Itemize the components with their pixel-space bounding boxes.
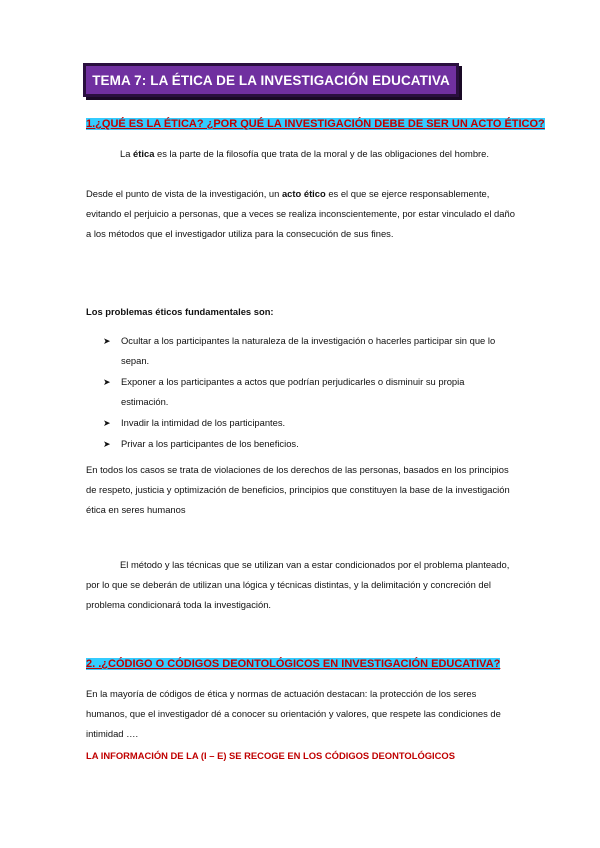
bold-term-acto-etico: acto ético <box>281 188 326 199</box>
page-title: TEMA 7: LA ÉTICA DE LA INVESTIGACIÓN EDUCATIVA <box>92 72 450 88</box>
list-item-text: Ocultar a los participantes la naturaleza de la investigación o hacerles participar sin que lo sepan. <box>121 335 496 366</box>
problems-title: Los problemas éticos fundamentales son: <box>86 306 274 317</box>
paragraph-ethics-definition <box>86 144 518 164</box>
paragraph-codes: En la mayoría de códigos de ética y normas de actuación destacan: la protección de los seres humanos, que el investigador dé a conocer su orientación y valores, que respete las condiciones de intimidad …. <box>86 688 501 739</box>
list-item <box>103 372 513 412</box>
text-fragment: Desde el punto de vista de la investigación, un <box>86 188 282 199</box>
text-fragment: es el que se ejerce responsablemente, evitando el perjuicio a personas, que a veces se realiza inconscientemente, por estar vinculado el daño a los métodos que el investigador utiliza para la consecución de sus fines. <box>86 188 515 239</box>
section2-heading <box>86 658 500 670</box>
section1-heading <box>86 118 545 130</box>
list-item <box>103 331 513 371</box>
text-fragment: La <box>120 148 134 159</box>
title-box <box>83 63 459 97</box>
list-item <box>103 434 513 454</box>
list-item <box>103 413 513 433</box>
list-item-text: Privar a los participantes de los beneficios. <box>121 438 299 449</box>
text-fragment: es la parte de la filosofía que trata de la moral y de las obligaciones del hombre. <box>154 148 489 159</box>
section2-heading-text: 2. .¿CÓDIGO O CÓDIGOS DEONTOLÓGICOS EN INVESTIGACIÓN EDUCATIVA? <box>86 658 501 670</box>
section1-heading-text: 1.¿QUÉ ES LA ÉTICA? ¿POR QUÉ LA INVESTIGACIÓN DEBE DE SER UN ACTO ÉTICO? <box>86 118 545 130</box>
list-item-text: Exponer a los participantes a actos que podrían perjudicarles o disminuir su propia estimación. <box>121 376 465 407</box>
paragraph-ethical-act <box>86 184 518 244</box>
paragraph-method: El método y las técnicas que se utilizan van a estar condicionados por el problema planteado, por lo que se deberán de utilizan una lógica y técnicas distintas, y la delimitación y concreción del problema condicionará toda la investigación. <box>86 559 510 610</box>
arrow-bullet-icon: ➤ <box>103 418 111 428</box>
red-note: LA INFORMACIÓN DE LA (I – E) SE RECOGE EN LOS CÓDIGOS DEONTOLÓGICOS <box>86 750 455 761</box>
list-item-text: Invadir la intimidad de los participantes. <box>121 417 286 428</box>
problems-list <box>103 331 513 455</box>
arrow-bullet-icon: ➤ <box>103 336 111 346</box>
bold-term-etica: ética <box>133 148 155 159</box>
paragraph-rights-violations: En todos los casos se trata de violaciones de los derechos de las personas, basados en los principios de respeto, justicia y optimización de beneficios, principios que constituyen la base de la investigación ética en seres humanos <box>86 464 510 515</box>
arrow-bullet-icon: ➤ <box>103 439 111 449</box>
arrow-bullet-icon: ➤ <box>103 377 111 387</box>
